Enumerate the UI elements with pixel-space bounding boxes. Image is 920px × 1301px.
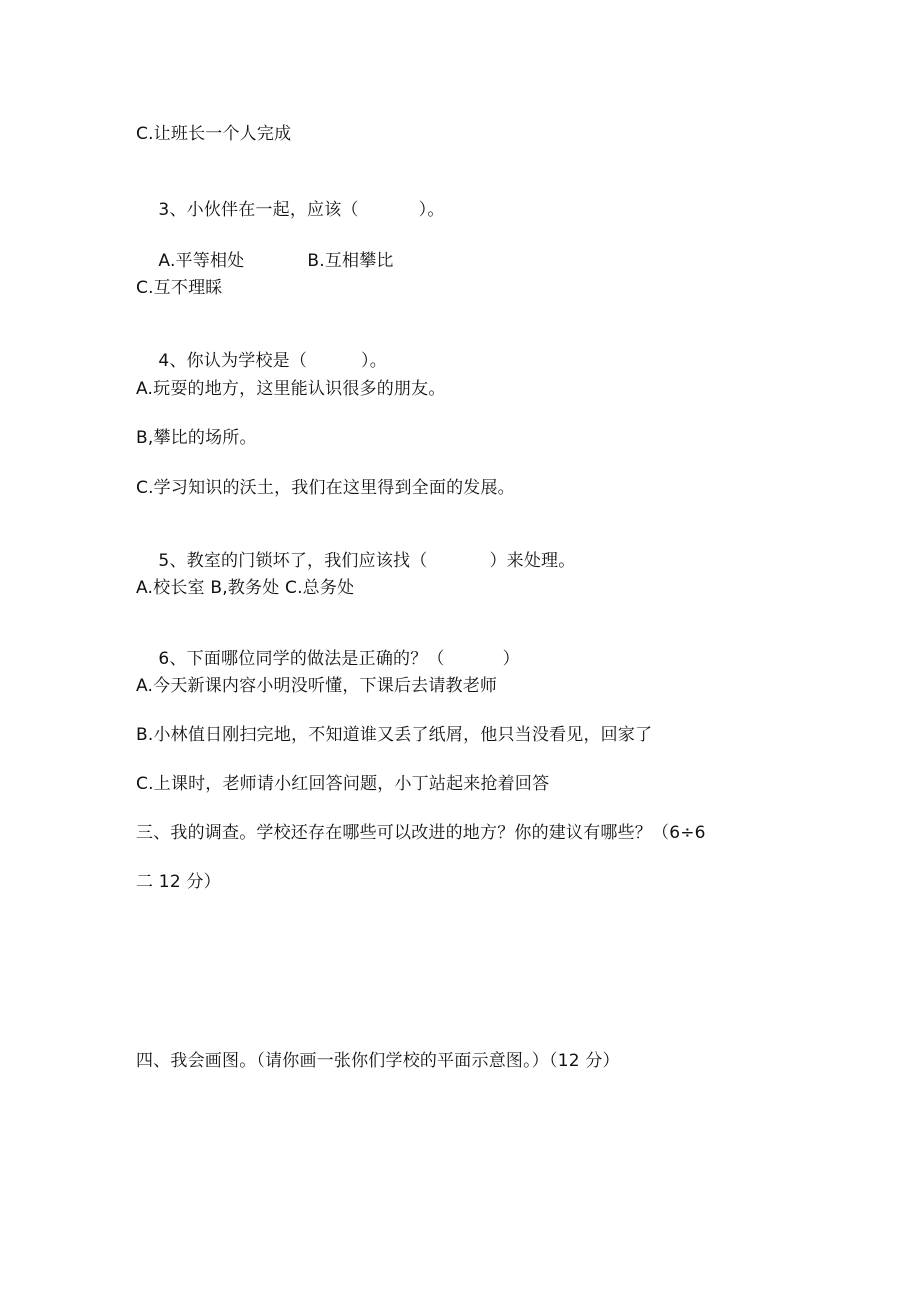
option-b-q4: B,攀比的场所。	[136, 428, 257, 448]
option-b-q3: B.互相攀比	[307, 251, 394, 271]
question-3-end: ）。	[418, 200, 445, 220]
question-5-end: ）来处理。	[489, 551, 576, 571]
question-3-text: 3、小伙伴在一起，应该（	[158, 200, 359, 220]
option-c-q4: C.学习知识的沃土，我们在这里得到全面的发展。	[136, 478, 515, 498]
option-a-q3: A.平等相处	[158, 251, 245, 271]
option-b-q6: B.小林值日刚扫完地，不知道谁又丢了纸屑，他只当没看见，回家了	[136, 725, 653, 745]
option-c-q6: C.上课时，老师请小红回答问题，小丁站起来抢着回答	[136, 774, 550, 794]
section-3-heading: 三、我的调查。学校还存在哪些可以改进的地方？你的建议有哪些？（6÷6	[136, 823, 706, 843]
option-c-q3: C.互不理睬	[136, 278, 223, 298]
question-5-options: A.校长室 B,教务处 C.总务处	[136, 578, 355, 598]
option-a-q6: A.今天新课内容小明没听懂，下课后去请教老师	[136, 676, 498, 696]
question-4-text: 4、你认为学校是（	[158, 351, 308, 371]
section-3-points: 二 12 分）	[136, 872, 221, 892]
section-4-heading: 四、我会画图。（请你画一张你们学校的平面示意图。）（12 分）	[136, 1051, 620, 1071]
question-6-end: ）	[502, 649, 520, 669]
question-5-text: 5、教室的门锁坏了，我们应该找（	[158, 551, 428, 571]
option-a-q4: A.玩耍的地方，这里能认识很多的朋友。	[136, 379, 446, 399]
question-6-text: 6、下面哪位同学的做法是正确的？（	[158, 649, 445, 669]
question-4-end: ）。	[361, 351, 387, 371]
option-c-q2: C.让班长一个人完成	[136, 124, 292, 144]
